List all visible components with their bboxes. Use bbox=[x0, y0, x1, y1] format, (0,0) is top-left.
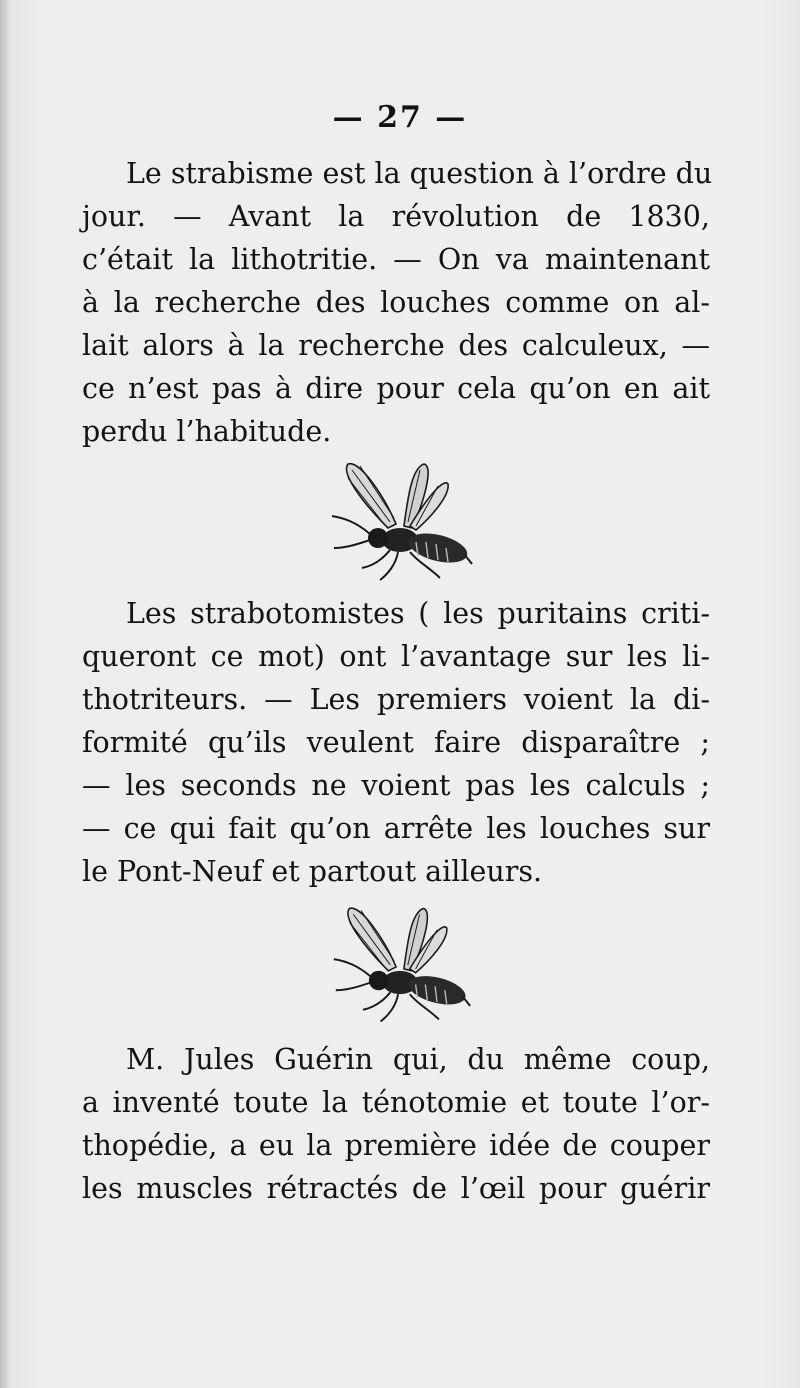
text-line: — ce qui fait qu’on arrête les louches sur bbox=[82, 812, 710, 845]
text-line: à la recherche des louches comme on al- bbox=[82, 286, 710, 319]
text-line: c’était la lithotritie. — On va maintenant bbox=[82, 243, 710, 276]
text-line: — les seconds ne voient pas les calculs ; bbox=[82, 769, 710, 802]
text-line: les muscles rétractés de l’œil pour guérir bbox=[82, 1172, 710, 1205]
text-line: perdu l’habitude. bbox=[82, 415, 332, 448]
text-line: formité qu’ils veulent faire disparaître ; bbox=[82, 726, 710, 759]
text-line: ce n’est pas à dire pour cela qu’on en ait bbox=[82, 372, 710, 405]
paragraph-2 bbox=[82, 592, 710, 893]
fly-icon bbox=[328, 900, 474, 1028]
text-line: a inventé toute la ténotomie et toute l’or- bbox=[82, 1086, 710, 1119]
text-line: Le strabisme est la question à l’ordre du bbox=[126, 157, 713, 190]
page-number: — 27 — bbox=[332, 100, 468, 135]
paragraph-3 bbox=[82, 1038, 710, 1210]
text-line: queront ce mot) ont l’avantage sur les li- bbox=[82, 640, 710, 673]
text-line: jour. — Avant la révolution de 1830, bbox=[82, 200, 710, 233]
text-line: M. Jules Guérin qui, du même coup, bbox=[126, 1043, 710, 1076]
text-line: thopédie, a eu la première idée de couper bbox=[82, 1129, 710, 1162]
paragraph-1 bbox=[82, 152, 713, 453]
text-line: thotriteurs. — Les premiers voient la di- bbox=[82, 683, 710, 716]
text-line: le Pont-Neuf et partout ailleurs. bbox=[82, 855, 543, 888]
fly-icon bbox=[326, 456, 476, 586]
text-line: lait alors à la recherche des calculeux, — bbox=[82, 329, 710, 362]
text-line: Les strabotomistes ( les puritains criti- bbox=[126, 597, 710, 630]
